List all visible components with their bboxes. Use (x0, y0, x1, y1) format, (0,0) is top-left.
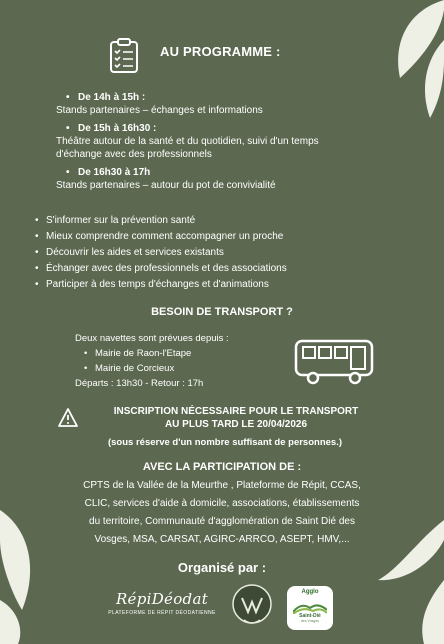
list-item: • Mairie de Raon-l'Etape (75, 346, 295, 361)
schedule-desc: Stands partenaires – échanges et informations (56, 105, 263, 116)
schedule-desc: Stands partenaires – autour du pot de convivialité (56, 180, 276, 191)
schedule-time: • De 14h à 15h : (56, 91, 426, 104)
list-item: • Mieux comprendre comment accompagner un proche (34, 229, 414, 245)
logo-name: RépiDéodat (115, 590, 209, 608)
inscription-deadline: AU PLUS TARD LE 20/04/2026 (164, 419, 308, 430)
hills-icon (293, 600, 327, 614)
inscription-line: INSCRIPTION NÉCESSAIRE POUR LE TRANSPORT (113, 406, 359, 417)
list-item: • Mairie de Corcieux (75, 361, 295, 376)
repideodat-logo (103, 590, 221, 626)
cvm-logo-icon (230, 582, 274, 630)
logo-subtitle: PLATEFORME DE RÉPIT DÉODATIENNE (108, 610, 216, 616)
participation-line: du territoire, Communauté d'agglomération de Saint Dié des (89, 516, 355, 527)
agglo-saint-die-logo (287, 586, 333, 630)
logo-city: Saint-Dié (299, 613, 321, 619)
list-item: • Participer à des temps d'échanges et d'animations (34, 277, 414, 293)
transport-intro: Deux navettes sont prévues depuis : (75, 333, 229, 344)
schedule-desc: d'échange avec des professionnels (56, 149, 212, 160)
checklist-icon (107, 38, 141, 74)
inscription-notice (86, 405, 386, 431)
transport-times: Départs : 13h30 - Retour : 17h (75, 378, 204, 389)
reserve-note (40, 437, 410, 448)
participation-line: Vosges, MSA, CARSAT, AGIRC-ARRCO, ASEPT, HMV,... (94, 534, 350, 545)
participation-line: CPTS de la Vallée de la Meurthe , Plateforme de Répit, CCAS, (83, 480, 361, 491)
objectives-list (34, 213, 414, 293)
bus-icon (293, 338, 377, 386)
organise-title: Organisé par : (177, 560, 267, 575)
list-item: • S'informer sur la prévention santé (34, 213, 414, 229)
schedule-slot-2 (56, 122, 426, 162)
programme-title: AU PROGRAMME : (160, 44, 281, 59)
schedule-time: • De 15h à 16h30 : (56, 122, 426, 135)
participation-list (18, 477, 426, 549)
schedule-slot-3 (56, 166, 426, 193)
participation-title: AVEC LA PARTICIPATION DE : (142, 461, 302, 473)
schedule-desc: Théâtre autour de la santé et du quotidien, suivi d'un temps (56, 136, 319, 147)
transport-title: BESOIN DE TRANSPORT ? (151, 306, 293, 318)
logo-city-sub: des Vosges (300, 619, 320, 623)
warning-icon (58, 407, 78, 429)
reserve-text: (sous réserve d'un nombre suffisant de personnes.) (107, 437, 342, 448)
logo-agglo: Agglo (301, 589, 319, 595)
list-item: • Échanger avec des professionnels et des associations (34, 261, 414, 277)
participation-line: CLIC, services d'aide à domicile, associations, établissements (84, 498, 360, 509)
schedule-slot-1 (56, 91, 426, 118)
list-item: • Découvrir les aides et services existants (34, 245, 414, 261)
schedule-time: • De 16h30 à 17h (56, 166, 426, 179)
transport-details (75, 331, 295, 391)
